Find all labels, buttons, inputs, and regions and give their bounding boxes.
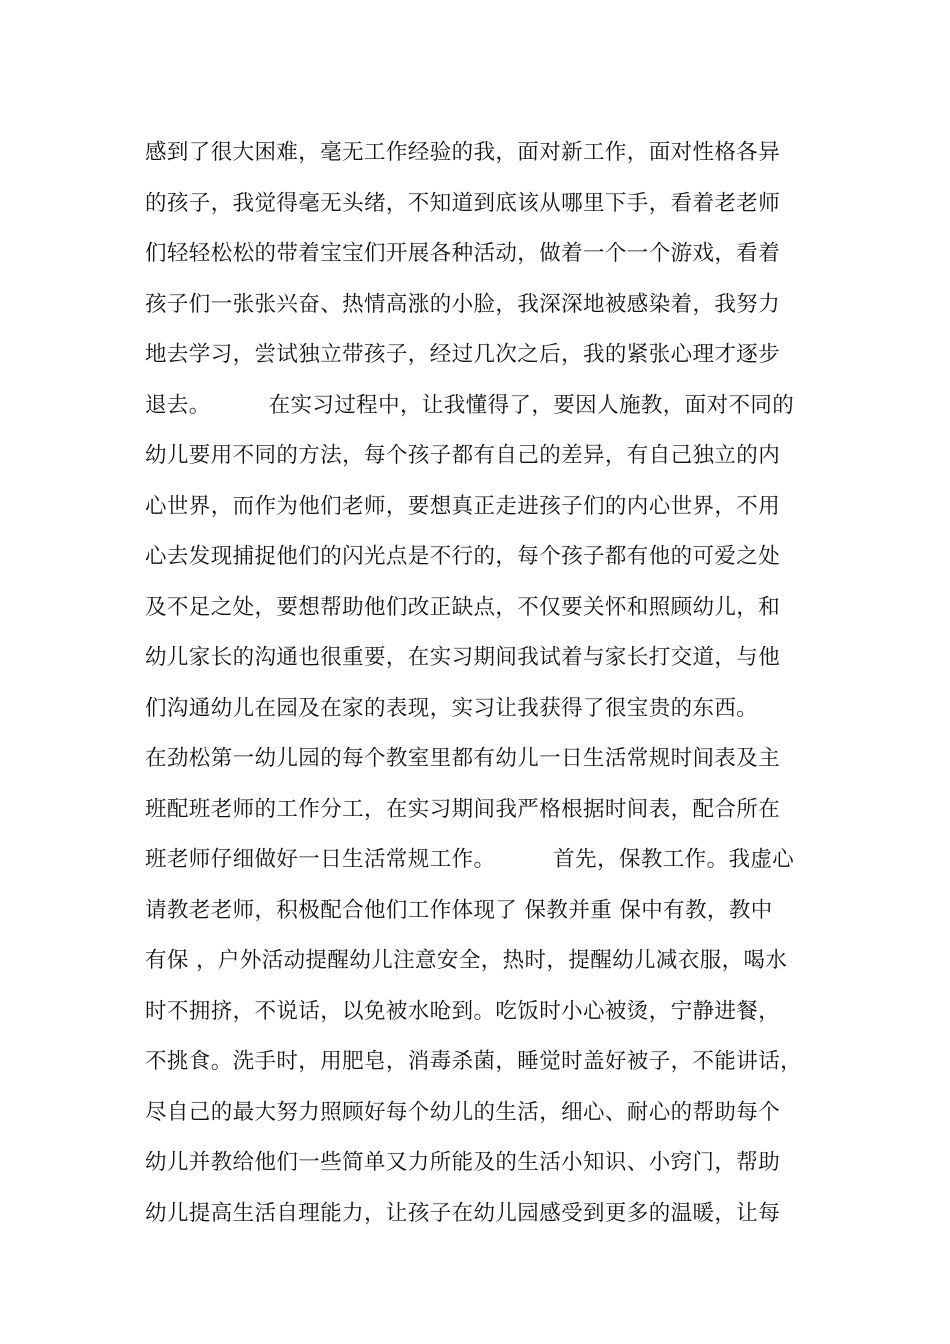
text-line: 幼儿并教给他们一些简单又力所能及的生活小知识、小窍门，帮助 — [145, 1150, 781, 1175]
text-line: 退去。 在实习过程中，让我懂得了，要因人施教，面对不同的 — [145, 392, 795, 418]
text-line: 们沟通幼儿在园及在家的表现，实习让我获得了很宝贵的东西。 — [145, 695, 759, 721]
text-line: 在劲松第一幼儿园的每个教室里都有幼儿一日生活常规时间表及主 — [145, 746, 781, 771]
text-line: 幼儿要用不同的方法，每个孩子都有自己的差异，有自己独立的内 — [145, 443, 781, 468]
text-line: 幼儿提高生活自理能力，让孩子在幼儿园感受到更多的温暖，让每 — [145, 1200, 781, 1226]
text-line: 们轻轻松松的带着宝宝们开展各种活动，做着一个一个游戏，看着 — [145, 241, 781, 266]
text-line: 心世界，而作为他们老师，要想真正走进孩子们的内心世界，不用 — [145, 493, 781, 519]
text-line: 幼儿家长的沟通也很重要，在实习期间我试着与家长打交道，与他 — [145, 645, 781, 670]
text-line: 孩子们一张张兴奋、热情高涨的小脸，我深深地被感染着，我努力 — [145, 291, 781, 317]
text-line: 时不拥挤，不说话，以免被水呛到。吃饭时小心被烫，宁静进餐， — [145, 998, 781, 1024]
text-line: 有保 ，户外活动提醒幼儿注意安全，热时，提醒幼儿减衣服，喝水 — [145, 948, 788, 973]
text-line: 不挑食。洗手时，用肥皂，消毒杀菌，睡觉时盖好被子，不能讲话， — [145, 1049, 803, 1074]
text-line: 地去学习，尝试独立带孩子，经过几次之后，我的紧张心理才逐步 — [145, 342, 781, 367]
text-line: 及不足之处，要想帮助他们改正缺点，不仅要关怀和照顾幼儿，和 — [145, 594, 781, 620]
text-line: 班配班老师的工作分工，在实习期间我严格根据时间表，配合所在 — [145, 796, 781, 822]
text-line: 感到了很大困难，毫无工作经验的我，面对新工作，面对性格各异 — [145, 140, 781, 165]
body-text — [145, 128, 835, 1239]
text-line: 的孩子，我觉得毫无头绪，不知道到底该从哪里下手，看着老老师 — [145, 190, 781, 216]
text-line: 班老师仔细做好一日生活常规工作。 首先，保教工作。我虚心 — [145, 847, 795, 872]
text-line: 请教老老师，积极配合他们工作体现了 保教并重 保中有教，教中 — [145, 897, 773, 923]
text-line: 尽自己的最大努力照顾好每个幼儿的生活，细心、耐心的帮助每个 — [145, 1099, 781, 1125]
text-line: 心去发现捕捉他们的闪光点是不行的，每个孩子都有他的可爱之处 — [145, 544, 781, 569]
